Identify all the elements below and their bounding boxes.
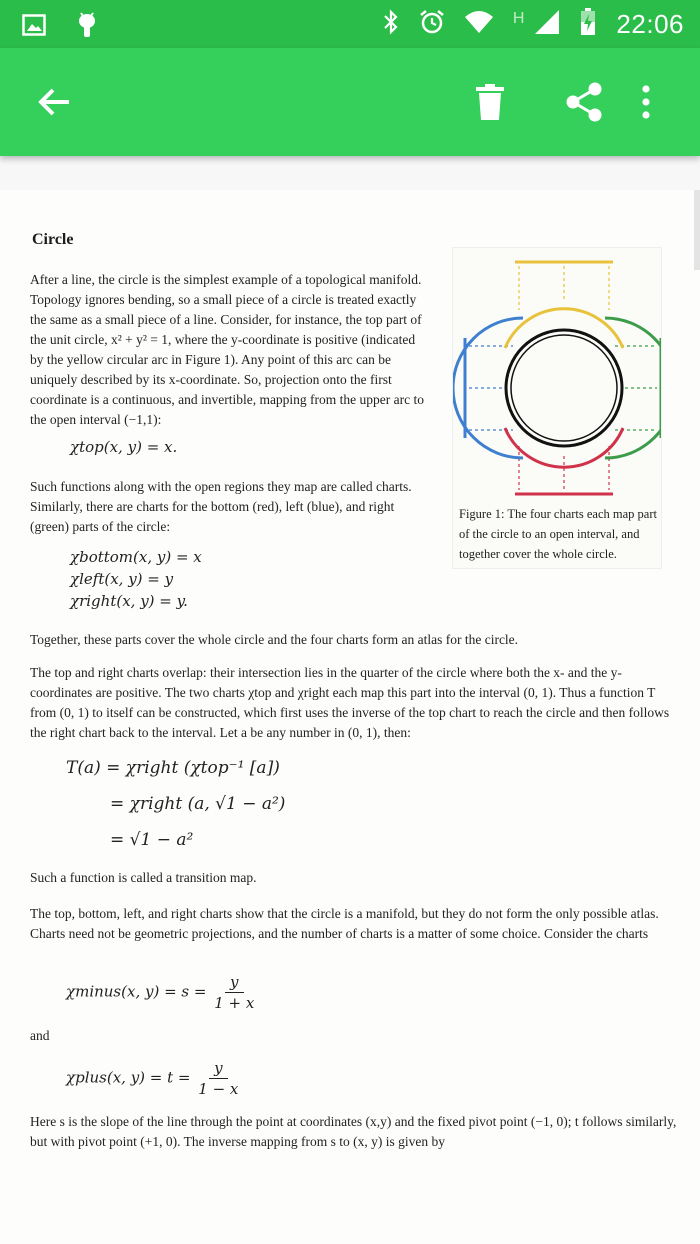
equation-plus-lhs: χplus(x, y) = t = bbox=[66, 1068, 191, 1087]
trash-icon bbox=[476, 84, 504, 120]
share-icon bbox=[565, 82, 603, 122]
equation-plus-numerator: y bbox=[209, 1058, 227, 1079]
more-options-button[interactable] bbox=[626, 74, 666, 130]
equation-plus-chart bbox=[66, 1058, 241, 1099]
equation-minus-numerator: y bbox=[225, 972, 243, 993]
figure-1 bbox=[452, 247, 662, 569]
equation-plus-denominator: 1 − x bbox=[198, 1080, 239, 1098]
image-notification-icon bbox=[22, 14, 46, 41]
equation-top-chart: χtop(x, y) = x. bbox=[70, 438, 178, 456]
circle-charts-diagram bbox=[453, 248, 661, 498]
network-type-label: H bbox=[512, 9, 525, 27]
section-title: Circle bbox=[32, 231, 74, 248]
intro-paragraph: After a line, the circle is the simplest example of a topological manifold. Topology ignores bending, so a small piece of a circle is treated exactly the same as a small piece of a line. Consider, for instance, the top part of the unit circle, x² + y² = 1, where the y-coordinate is positive (indicated by the yellow circular arc in Figure 1). Any point of this arc can be uniquely described by its x-coordinate. So, projection onto the first coordinate is a continuous, and invertible, mapping from the upper arc to the open interval (−1,1): bbox=[30, 272, 425, 427]
equation-right-chart: χright(x, y) = y. bbox=[70, 592, 188, 610]
wifi-icon bbox=[465, 11, 493, 38]
more-vert-icon bbox=[642, 85, 650, 119]
atlas-paragraph: Together, these parts cover the whole circle and the four charts form an atlas for the circle. bbox=[30, 632, 519, 647]
bluetooth-icon bbox=[383, 9, 399, 40]
clock: 22:06 bbox=[616, 9, 684, 39]
battery-charging-icon bbox=[580, 8, 596, 41]
figure-caption: Figure 1: The four charts each map part of the circle to an open interval, and together cover the whole circle. bbox=[459, 507, 657, 561]
equation-plus-fraction bbox=[198, 1058, 238, 1099]
status-bar bbox=[0, 0, 700, 48]
back-arrow-icon bbox=[37, 87, 71, 117]
and-text: and bbox=[30, 1028, 50, 1043]
alarm-icon bbox=[419, 9, 445, 40]
cell-signal-icon bbox=[534, 9, 560, 40]
transition-map-paragraph: Such a function is called a transition map. bbox=[30, 870, 257, 885]
equation-transition-3: = √1 − a² bbox=[110, 830, 194, 850]
equation-minus-lhs: χminus(x, y) = s = bbox=[66, 982, 207, 1001]
charts-paragraph: Such functions along with the open regions they map are called charts. Similarly, there are charts for the bottom (red), left (blue), and right (green) parts of the circle: bbox=[30, 479, 412, 534]
equation-minus-fraction bbox=[214, 972, 254, 1013]
app-toolbar bbox=[0, 48, 700, 156]
slope-paragraph: Here s is the slope of the line through the point at coordinates (x,y) and the fixed pivot point (−1, 0); t follows similarly, but with pivot point (+1, 0). The inverse mapping from s to (x, y) is given by bbox=[30, 1114, 677, 1149]
equation-bottom-chart: χbottom(x, y) = x bbox=[70, 548, 202, 566]
manifold-paragraph: The top, bottom, left, and right charts show that the circle is a manifold, but they do not form the only possible atlas. Charts need not be geometric projections, and the number of charts is a matter of some choice. Consider the charts bbox=[30, 906, 659, 941]
equation-transition-2: = χright (a, √1 − a²) bbox=[110, 794, 286, 814]
document-page bbox=[0, 190, 700, 1244]
share-button[interactable] bbox=[556, 74, 612, 130]
equation-left-chart: χleft(x, y) = y bbox=[70, 570, 174, 588]
android-debug-icon bbox=[76, 12, 98, 43]
back-button[interactable] bbox=[26, 74, 82, 130]
equation-minus-chart bbox=[66, 972, 257, 1013]
overlap-paragraph: The top and right charts overlap: their intersection lies in the quarter of the circle where both the x- and the y-coordinates are positive. The two charts χtop and χright each map this part into the interval (0, 1). Thus a function T from (0, 1) to itself can be constructed, which first uses the inverse of the top chart to reach the circle and then follows the right chart back to the interval. Let a be any number in (0, 1), then: bbox=[30, 665, 670, 740]
equation-transition-1: T(a) = χright (χtop⁻¹ [a]) bbox=[66, 758, 280, 778]
page-edge bbox=[694, 190, 700, 270]
delete-button[interactable] bbox=[462, 74, 518, 130]
equation-minus-denominator: 1 + x bbox=[214, 994, 255, 1012]
